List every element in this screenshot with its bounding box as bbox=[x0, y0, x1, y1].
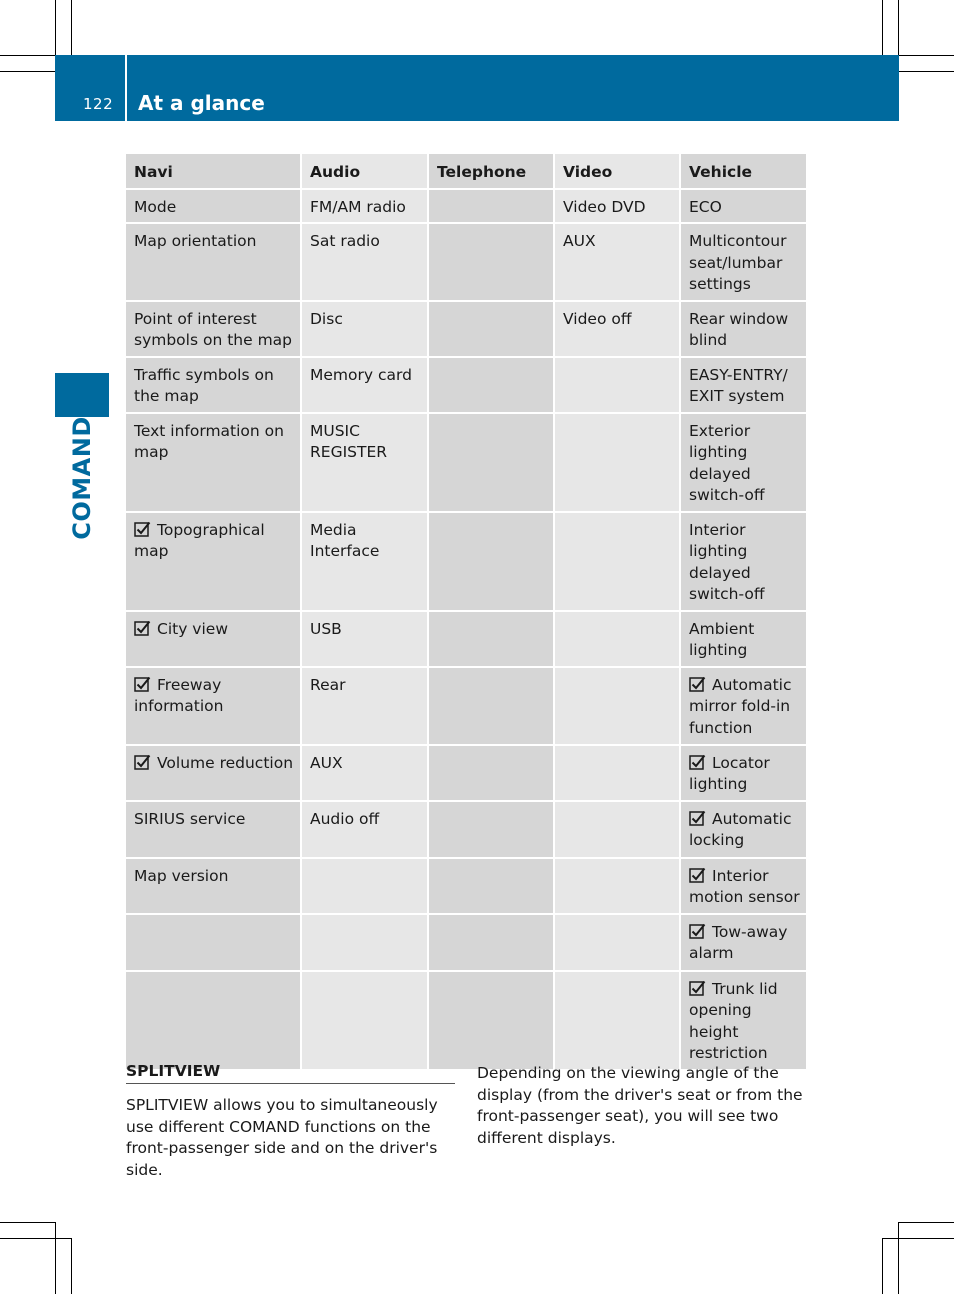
checkbox-checked-icon bbox=[689, 867, 706, 884]
checkbox-checked-icon bbox=[134, 754, 151, 771]
table-cell bbox=[126, 301, 301, 357]
cell-text: Mode bbox=[134, 197, 177, 216]
crop-mark bbox=[0, 71, 55, 72]
table-row bbox=[126, 611, 806, 667]
table-cell bbox=[126, 223, 301, 301]
cell-text: Topographical map bbox=[134, 520, 265, 560]
table-cell bbox=[554, 301, 680, 357]
table-cell bbox=[428, 801, 554, 858]
table-cell bbox=[680, 971, 806, 1070]
cell-text: MUSIC REGISTER bbox=[310, 421, 388, 461]
table-row bbox=[126, 971, 806, 1070]
table-row bbox=[126, 223, 806, 301]
table-cell bbox=[428, 667, 554, 745]
table-cell bbox=[126, 858, 301, 914]
cell-text: Tow-away alarm bbox=[689, 922, 788, 962]
section-title: At a glance bbox=[138, 91, 265, 115]
table-cell bbox=[301, 611, 428, 667]
crop-mark bbox=[899, 55, 954, 56]
cell-text: Disc bbox=[310, 309, 343, 328]
cell-text: Point of interest symbols on the map bbox=[134, 309, 293, 349]
crop-mark bbox=[55, 0, 56, 55]
table-cell bbox=[126, 914, 301, 971]
cell-text: Rear window blind bbox=[689, 309, 789, 349]
side-tab-marker bbox=[55, 373, 109, 417]
table-row bbox=[126, 801, 806, 858]
table-cell bbox=[126, 357, 301, 413]
crop-mark bbox=[0, 1238, 71, 1239]
column-header: Navi bbox=[126, 154, 301, 189]
cell-text: AUX bbox=[310, 753, 343, 772]
table-row bbox=[126, 413, 806, 512]
table-cell bbox=[428, 971, 554, 1070]
table-cell bbox=[301, 301, 428, 357]
cell-text: Freeway information bbox=[134, 675, 224, 715]
splitview-text-right: Depending on the viewing angle of the display (from the driver's seat or from the front-passenger seat), you will see two different displays. bbox=[477, 1064, 803, 1147]
table-cell bbox=[554, 745, 680, 801]
checkbox-checked-icon bbox=[689, 980, 706, 997]
column-header: Vehicle bbox=[680, 154, 806, 189]
table-cell bbox=[554, 189, 680, 224]
splitview-text-left: SPLITVIEW allows you to simultaneously use different COMAND functions on the front-passenger side and on the driver's side. bbox=[126, 1096, 438, 1179]
table-cell bbox=[126, 189, 301, 224]
table-cell bbox=[554, 914, 680, 971]
table-cell bbox=[301, 971, 428, 1070]
table-cell bbox=[680, 858, 806, 914]
splitview-heading: SPLITVIEW bbox=[126, 1062, 455, 1084]
cell-text: Text information on map bbox=[134, 421, 284, 461]
table-cell bbox=[554, 858, 680, 914]
cell-text: USB bbox=[310, 619, 342, 638]
checkbox-checked-icon bbox=[689, 810, 706, 827]
table-cell bbox=[680, 667, 806, 745]
table-cell bbox=[680, 357, 806, 413]
table-cell bbox=[554, 512, 680, 611]
table-cell bbox=[554, 611, 680, 667]
cell-text: Exterior lighting delayed switch-off bbox=[689, 421, 765, 504]
cell-text: FM/AM radio bbox=[310, 197, 406, 216]
table-row bbox=[126, 189, 806, 224]
cell-text: Automatic locking bbox=[689, 809, 792, 849]
table-cell bbox=[680, 801, 806, 858]
checkbox-checked-icon bbox=[689, 923, 706, 940]
cell-text: Volume reduction bbox=[157, 753, 294, 772]
crop-mark bbox=[882, 0, 883, 55]
cell-text: Video off bbox=[563, 309, 632, 328]
cell-text: Map orientation bbox=[134, 232, 257, 250]
table-cell bbox=[126, 512, 301, 611]
table-cell bbox=[126, 611, 301, 667]
table-cell bbox=[680, 914, 806, 971]
crop-mark bbox=[898, 1222, 899, 1294]
column-header: Audio bbox=[301, 154, 428, 189]
table-cell bbox=[680, 301, 806, 357]
table-cell bbox=[554, 413, 680, 512]
table-row bbox=[126, 745, 806, 801]
table-cell bbox=[554, 357, 680, 413]
side-tab-label: COMAND bbox=[68, 416, 96, 540]
cell-text: Sat radio bbox=[310, 232, 380, 250]
cell-text: ECO bbox=[689, 197, 722, 216]
cell-text: City view bbox=[157, 619, 228, 638]
table-cell bbox=[301, 413, 428, 512]
checkbox-checked-icon bbox=[134, 620, 151, 637]
table-cell bbox=[126, 413, 301, 512]
table-cell bbox=[680, 611, 806, 667]
column-header: Telephone bbox=[428, 154, 554, 189]
cell-text: Traffic symbols on the map bbox=[134, 365, 274, 405]
cell-text: Automatic mirror fold-in function bbox=[689, 675, 792, 737]
crop-mark bbox=[899, 71, 954, 72]
crop-mark bbox=[882, 1238, 883, 1294]
table-cell bbox=[428, 223, 554, 301]
table-cell bbox=[428, 189, 554, 224]
table-cell bbox=[301, 801, 428, 858]
cell-text: Rear bbox=[310, 675, 346, 694]
table-cell bbox=[554, 667, 680, 745]
crop-mark bbox=[55, 1222, 56, 1294]
table-cell bbox=[554, 971, 680, 1070]
cell-text: Interior motion sensor bbox=[689, 866, 800, 906]
checkbox-checked-icon bbox=[689, 754, 706, 771]
cell-text: Memory card bbox=[310, 365, 412, 384]
table-cell bbox=[428, 357, 554, 413]
table-cell bbox=[301, 745, 428, 801]
table-cell bbox=[680, 745, 806, 801]
crop-mark bbox=[898, 0, 899, 55]
crop-mark bbox=[0, 55, 55, 56]
cell-text: Video DVD bbox=[563, 197, 646, 216]
page-number: 122 bbox=[83, 95, 114, 113]
table-cell bbox=[680, 189, 806, 224]
table-cell bbox=[428, 512, 554, 611]
table-row bbox=[126, 301, 806, 357]
table-row bbox=[126, 667, 806, 745]
table-cell bbox=[428, 301, 554, 357]
table-cell bbox=[301, 858, 428, 914]
cell-text: Multicontour seat/lumbar settings bbox=[689, 232, 787, 293]
table-row bbox=[126, 357, 806, 413]
checkbox-checked-icon bbox=[134, 676, 151, 693]
table-row bbox=[126, 858, 806, 914]
table-cell bbox=[301, 357, 428, 413]
table-cell bbox=[428, 914, 554, 971]
table-cell bbox=[680, 512, 806, 611]
checkbox-checked-icon bbox=[134, 521, 151, 538]
crop-mark bbox=[0, 1222, 55, 1223]
table-cell bbox=[126, 667, 301, 745]
table-header-row bbox=[126, 154, 806, 189]
table-cell bbox=[554, 223, 680, 301]
menu-overview-table bbox=[126, 154, 806, 1071]
table-cell bbox=[428, 858, 554, 914]
table-cell bbox=[301, 914, 428, 971]
cell-text: Locator lighting bbox=[689, 753, 770, 793]
cell-text: SIRIUS service bbox=[134, 809, 246, 828]
table-cell bbox=[301, 223, 428, 301]
cell-text: Media Interface bbox=[310, 520, 380, 560]
table-cell bbox=[428, 745, 554, 801]
table-cell bbox=[428, 413, 554, 512]
page-header bbox=[55, 55, 899, 121]
table-cell bbox=[126, 801, 301, 858]
table-cell bbox=[126, 745, 301, 801]
table-row bbox=[126, 512, 806, 611]
table-cell bbox=[301, 189, 428, 224]
cell-text: Trunk lid opening height restriction bbox=[689, 979, 778, 1062]
table-cell bbox=[428, 611, 554, 667]
table-cell bbox=[680, 223, 806, 301]
crop-mark bbox=[899, 1222, 954, 1223]
crop-mark bbox=[71, 1238, 72, 1294]
cell-text: Audio off bbox=[310, 809, 380, 828]
crop-mark bbox=[71, 0, 72, 55]
column-header: Video bbox=[554, 154, 680, 189]
header-separator bbox=[125, 55, 127, 121]
table-cell bbox=[126, 971, 301, 1070]
cell-text: Ambient lighting bbox=[689, 619, 755, 659]
table-cell bbox=[554, 801, 680, 858]
table-cell bbox=[301, 512, 428, 611]
checkbox-checked-icon bbox=[689, 676, 706, 693]
cell-text: EASY-ENTRY/ EXIT system bbox=[689, 365, 788, 405]
table-cell bbox=[301, 667, 428, 745]
crop-mark bbox=[883, 1238, 954, 1239]
cell-text: AUX bbox=[563, 232, 596, 250]
cell-text: Map version bbox=[134, 866, 229, 885]
table-row bbox=[126, 914, 806, 971]
cell-text: Interior lighting delayed switch-off bbox=[689, 520, 765, 603]
table-cell bbox=[680, 413, 806, 512]
